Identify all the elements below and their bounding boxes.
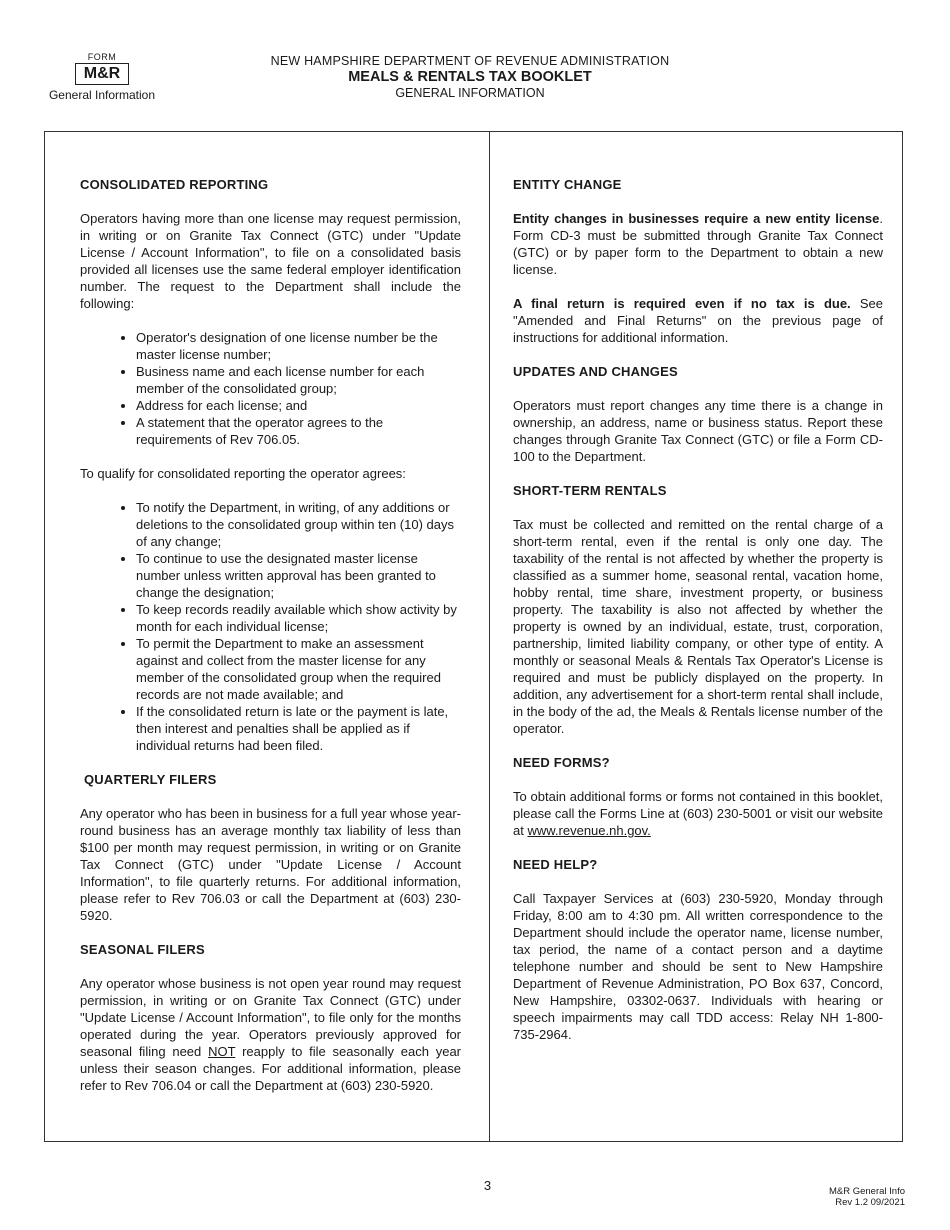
consolidated-reporting-heading: CONSOLIDATED REPORTING: [80, 177, 269, 192]
consolidated-qualify-text: To qualify for consolidated reporting the operator agrees:: [80, 466, 406, 481]
consolidated-intro: Operators having more than one license may request permission, in writing or on Granite Tax Connect (GTC) under "Update License / Account Information", to file on a consolidated basis provided all licenses use the same federal employer identification number. The request to the Department shall include the following:: [80, 211, 461, 311]
website-link[interactable]: www.revenue.nh.gov.: [527, 823, 651, 838]
page-header: [200, 54, 740, 100]
list-item: • Operator's designation of one license number be the master license number;: [136, 329, 461, 363]
entity-change-heading: ENTITY CHANGE: [513, 177, 622, 192]
form-badge: [40, 52, 164, 102]
short-term-rentals-heading: SHORT-TERM RENTALS: [513, 483, 667, 498]
seasonal-filers-text: Any operator whose business is not open year round may request permission, in writing or on Granite Tax Connect (GTC) under "Update License / Account Information", to file only for the months operated during the year. Operators previously approved for seasonal filing need NOT reapply to file seasonally each year unless their season changes. For additional information, please refer to Rev 706.04 or call the Department at (603) 230-5920.: [80, 976, 461, 1093]
consolidated-agreement-list: [80, 499, 461, 754]
updates-changes-text: Operators must report changes any time there is a change in ownership, an address, name or business status. Report these changes through Granite Tax Connect (GTC) or file a Form CD-100 to the Department.: [513, 398, 883, 464]
form-label: FORM: [87, 52, 117, 62]
revision-line-2: Rev 1.2 09/2021: [835, 1197, 905, 1208]
list-item: • To keep records readily available which show activity by month for each individual license;: [136, 601, 461, 635]
short-term-rentals-text: Tax must be collected and remitted on the rental charge of a short-term rental, even if the rental is only one day. The taxability of the rental is not affected by whether the property is classified as a summer home, seasonal rental, vacation home, hobby rental, time share, investment property, or business property. The taxability is also not affected by whether the property is owned by an individual, estate, trust, corporation, partnership, limited liability company, or other type of entity. A monthly or seasonal Meals & Rentals Tax Operator's License is required and must be publicly displayed on the property. In addition, any advertisement for a short-term rental shall include, in the body of the ad, the Meals & Rentals license number of the operator.: [513, 517, 883, 736]
list-item: • To permit the Department to make an assessment against and collect from the master license for any member of the consolidated group when the required records are not made available; and: [136, 635, 461, 703]
revision-info: [829, 1186, 905, 1208]
need-forms-text: To obtain additional forms or forms not contained in this booklet, please call the Forms Line at (603) 230-5001 or visit our website at www.revenue.nh.gov.: [513, 789, 883, 838]
need-forms-heading: NEED FORMS?: [513, 755, 610, 770]
form-id: M&R: [75, 63, 129, 85]
list-item: • A statement that the operator agrees to the requirements of Rev 706.05.: [136, 414, 461, 448]
need-help-text: Call Taxpayer Services at (603) 230-5920, Monday through Friday, 8:00 am to 4:30 pm. All written correspondence to the Department should include the operator name, license number, tax period, the name of a contact person and a daytime telephone number and should be sent to New Hampshire Department of Revenue Administration, PO Box 637, Concord, New Hampshire, 03302-0637. Individuals with hearing or speech impairments may call TDD access: Relay NH 1-800-735-2964.: [513, 891, 883, 1042]
list-item: • If the consolidated return is late or the payment is late, then interest and penalties shall be applied as if individual returns had been filed.: [136, 703, 461, 754]
department-name: NEW HAMPSHIRE DEPARTMENT OF REVENUE ADMINISTRATION: [270, 54, 670, 68]
page-number: 3: [483, 1178, 492, 1193]
list-item: • To notify the Department, in writing, of any additions or deletions to the consolidated group within ten (10) days of any change;: [136, 499, 461, 550]
entity-change-text: Entity changes in businesses require a new entity license. Form CD-3 must be submitted through Granite Tax Connect (GTC) or by paper form to the Department to obtain a new license.: [513, 211, 883, 277]
seasonal-filers-heading: SEASONAL FILERS: [80, 942, 205, 957]
right-column: [513, 176, 883, 1060]
list-item: • To continue to use the designated master license number unless written approval has been granted to change the designation;: [136, 550, 461, 601]
list-item: • Business name and each license number for each member of the consolidated group;: [136, 363, 461, 397]
final-return-text: A final return is required even if no tax is due. See "Amended and Final Returns" on the previous page of instructions for additional information.: [513, 296, 883, 345]
column-divider: [489, 131, 490, 1142]
need-help-heading: NEED HELP?: [513, 857, 598, 872]
consolidated-request-list: [80, 329, 461, 448]
revision-line-1: M&R General Info: [828, 1186, 905, 1197]
quarterly-filers-text: Any operator who has been in business for a full year whose year-round business has an average monthly tax liability of less than $100 per month may request permission, in writing or on Granite Tax Connect (GTC) under "Update License / Account Information", to file quarterly returns. For additional information, please refer to Rev 706.03 or call the Department at (603) 230-5920.: [80, 806, 461, 923]
page-title: MEALS & RENTALS TAX BOOKLET: [348, 69, 592, 85]
list-item: • Address for each license; and: [136, 397, 461, 414]
updates-changes-heading: UPDATES AND CHANGES: [513, 364, 678, 379]
page-subtitle: GENERAL INFORMATION: [395, 86, 545, 100]
quarterly-filers-heading: QUARTERLY FILERS: [84, 772, 217, 787]
left-column: [80, 176, 461, 1111]
form-subtitle: General Information: [48, 88, 156, 102]
